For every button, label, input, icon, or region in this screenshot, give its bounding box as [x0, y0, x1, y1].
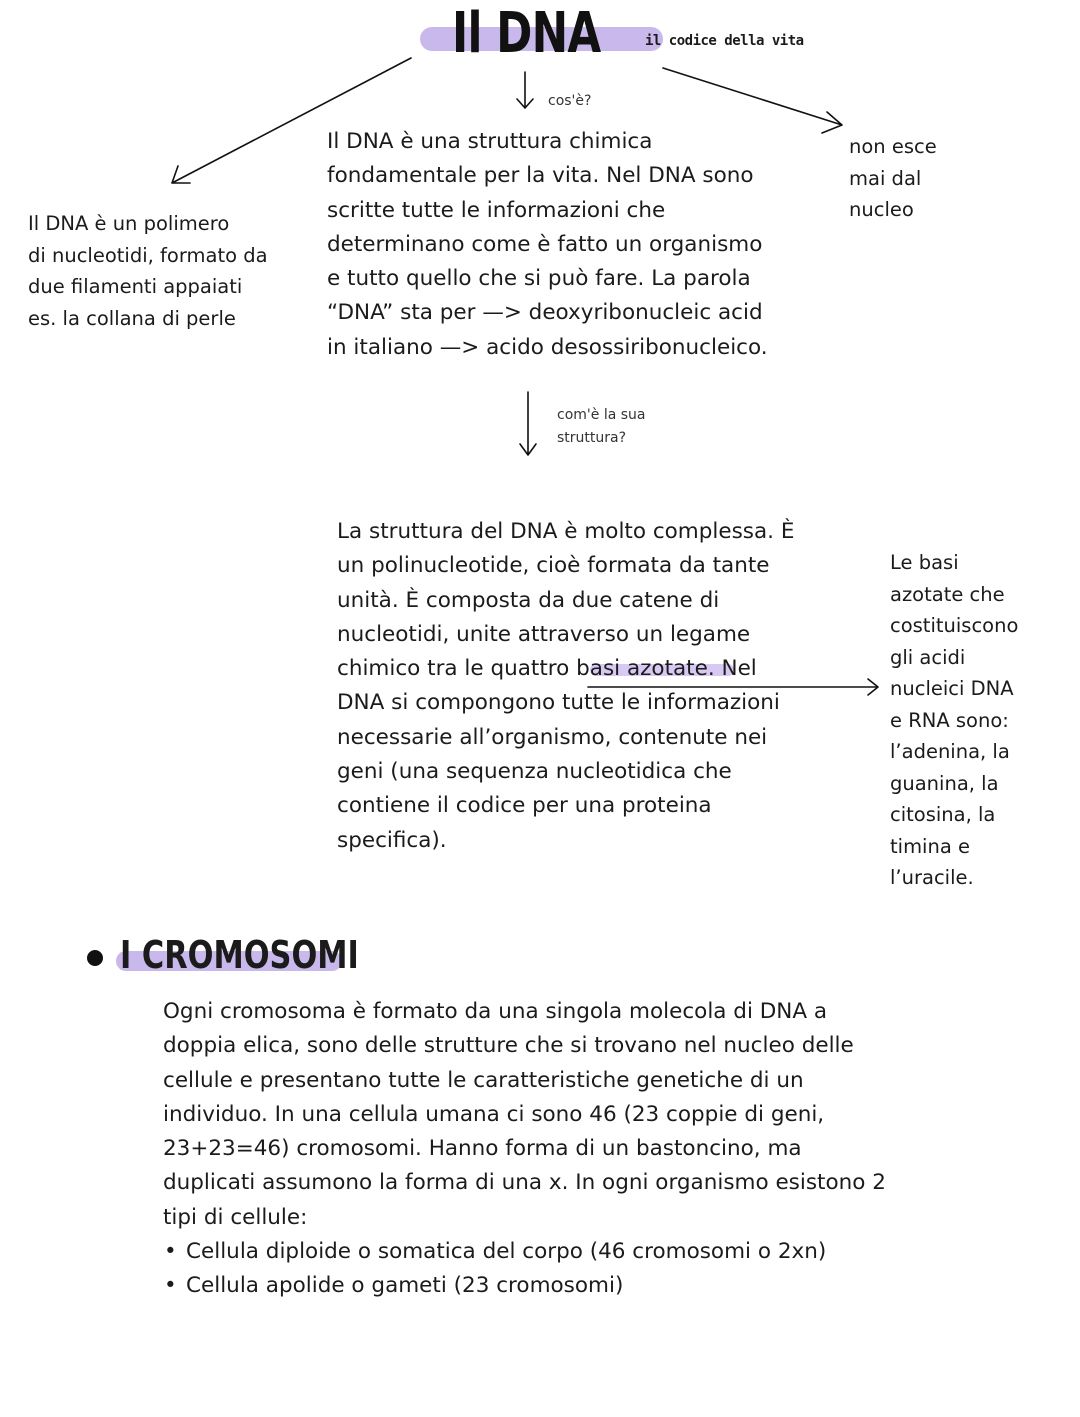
- cell-types-list: [163, 1235, 886, 1304]
- left-note-line: Il DNA è un polimero: [28, 212, 230, 235]
- right-note-line: mai dal: [849, 166, 922, 190]
- bases-note-line: gli acidi: [890, 645, 966, 669]
- structure-line: chimico tra le quattro basi azotate. Nel: [337, 656, 757, 682]
- definition-line: “DNA” sta per —> deoxyribonucleic acid: [327, 300, 763, 326]
- definition-line: in italiano —> acido desossiribonucleico.: [327, 334, 768, 360]
- bases-note-line: l’uracile.: [890, 866, 974, 889]
- down-arrow-what: [517, 72, 533, 108]
- structure-question: [557, 404, 645, 450]
- structure-line: un polinucleotide, cioè formata da tante: [337, 553, 770, 579]
- bases-note-line: nucleici DNA: [890, 677, 1014, 700]
- chromosomes-line: doppia elica, sono delle strutture che si trovano nel nucleo delle: [163, 1033, 854, 1059]
- section-title: I CROMOSOMI: [120, 933, 359, 977]
- bases-note-line: citosina, la: [890, 803, 996, 826]
- left-note-line: di nucleotidi, formato da: [28, 243, 268, 267]
- definition-paragraph: [327, 125, 768, 365]
- chromosomes-line: cellule e presentano tutte le caratteristiche genetiche di un: [163, 1067, 804, 1093]
- definition-line: Il DNA è una struttura chimica: [327, 129, 653, 154]
- structure-line: La struttura del DNA è molto complessa. È: [337, 519, 795, 544]
- right-arrow: [663, 68, 842, 133]
- structure-question-line: struttura?: [557, 430, 627, 446]
- chromosomes-paragraph: [163, 995, 886, 1304]
- down-arrow-structure: [520, 392, 536, 455]
- structure-line: unità. È composta da due catene di: [337, 587, 720, 613]
- page-subtitle: il codice della vita: [645, 33, 804, 49]
- structure-question-line: com'è la sua: [557, 407, 646, 423]
- bases-note-line: timina e: [890, 834, 970, 858]
- structure-line: geni (una sequenza nucleotidica che: [337, 759, 732, 785]
- bases-note-line: l’adenina, la: [890, 740, 1010, 763]
- structure-paragraph: [337, 515, 794, 858]
- bases-note: [890, 547, 1018, 894]
- left-note-line: es. la collana di perle: [28, 306, 236, 330]
- structure-line: contiene il codice per una proteina: [337, 793, 712, 819]
- right-note: [849, 131, 937, 226]
- structure-line: necessarie all’organismo, contenute nei: [337, 724, 768, 750]
- definition-line: determinano come è fatto un organismo: [327, 231, 763, 257]
- left-note: [28, 208, 268, 334]
- list-item: • Cellula diploide o somatica del corpo (46 cromosomi o 2xn): [163, 1235, 886, 1269]
- section-bullet-icon: [87, 950, 103, 966]
- right-note-line: nucleo: [849, 198, 914, 221]
- what-label: cos'è?: [548, 93, 592, 109]
- chromosomes-line: tipi di cellule:: [163, 1204, 308, 1230]
- structure-line: specifica).: [337, 827, 447, 853]
- bases-note-line: e RNA sono:: [890, 708, 1009, 732]
- chromosomes-line: Ogni cromosoma è formato da una singola molecola di DNA a: [163, 999, 828, 1024]
- list-item: • Cellula apolide o gameti (23 cromosomi): [163, 1269, 886, 1303]
- structure-line: DNA si compongono tutte le informazioni: [337, 690, 780, 716]
- chromosomes-line: duplicati assumono la forma di una x. In ogni organismo esistono 2: [163, 1170, 886, 1196]
- left-note-line: due filamenti appaiati: [28, 275, 243, 298]
- bases-note-line: azotate che: [890, 582, 1005, 606]
- page-title: Il DNA: [452, 1, 601, 66]
- chromosomes-line: individuo. In una cellula umana ci sono 46 (23 coppie di geni,: [163, 1101, 825, 1127]
- structure-line: nucleotidi, unite attraverso un legame: [337, 621, 751, 647]
- bases-note-line: guanina, la: [890, 771, 999, 795]
- chromosomes-line: 23+23=46) cromosomi. Hanno forma di un bastoncino, ma: [163, 1136, 802, 1162]
- bases-note-line: costituiscono: [890, 614, 1019, 637]
- definition-line: fondamentale per la vita. Nel DNA sono: [327, 163, 754, 189]
- definition-line: e tutto quello che si può fare. La parola: [327, 266, 751, 292]
- right-note-line: non esce: [849, 135, 937, 158]
- definition-line: scritte tutte le informazioni che: [327, 197, 666, 223]
- bases-note-line: Le basi: [890, 551, 959, 574]
